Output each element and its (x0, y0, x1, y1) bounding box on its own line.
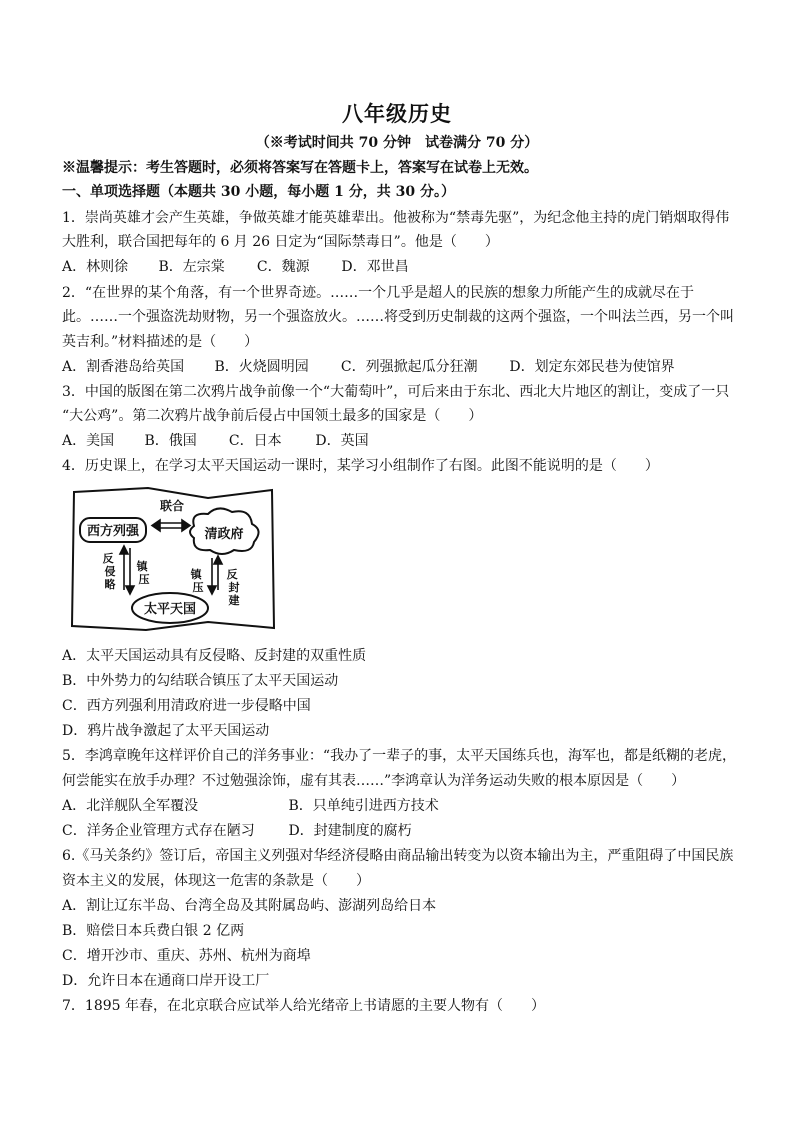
page-title: 八年级历史 (342, 101, 452, 126)
question-3-options (62, 431, 752, 451)
option-d: D．邓世昌 (341, 259, 409, 275)
question-5-options-row-2 (62, 821, 752, 841)
exam-info: （※考试时间共 70 分钟 试卷满分 70 分） (255, 135, 539, 151)
question-2-options (62, 357, 752, 377)
label-suppress-left: 镇 压 (136, 560, 150, 586)
option-b: B．火烧圆明园 (214, 359, 309, 375)
option-a: A．林则徐 (62, 259, 129, 275)
question-2-line-3: 英吉利。”材料描述的是（ ） (62, 334, 259, 350)
label-anti-feudal: 反 封建 (226, 568, 240, 607)
union-arrow (152, 520, 190, 531)
question-4-option-c: C．西方列强利用清政府进一步侵略中国 (62, 698, 311, 714)
question-1-line-2: 大胜利，联合国把每年的 6 月 26 日定为“国际禁毒日”。他是（ ） (62, 234, 499, 250)
question-3-line-1: 3．中国的版图在第二次鸦片战争前像一个“大葡萄叶”，可后来由于东北、西北大片地区的割让，变成了一只 (62, 384, 730, 400)
question-6-line-1: 6.《马关条约》签订后，帝国主义列强对华经济侵略由商品输出转变为以资本输出为主，严重阻碍了中国民族 (62, 848, 734, 864)
question-7-line-1: 7．1895 年春，在北京联合应试举人给光绪帝上书请愿的主要人物有（ ） (62, 998, 545, 1014)
question-4-line-1: 4．历史课上，在学习太平天国运动一课时，某学习小组制作了右图。此图不能说明的是（ ） (62, 458, 659, 474)
section-heading: 一、单项选择题（本题共 30 小题，每小题 1 分，共 30 分。） (62, 184, 455, 200)
question-6-option-a: A．割让辽东半岛、台湾全岛及其附属岛屿、澎湖列岛给日本 (62, 898, 437, 914)
anti-feudal-arrow (214, 556, 222, 590)
question-1-line-1: 1．崇尚英雄才会产生英雄，争做英雄才能英雄辈出。他被称为“禁毒先驱”，为纪念他主持的虎门销烟取得伟 (62, 210, 730, 226)
question-6-option-b: B．赔偿日本兵费白银 2 亿两 (62, 923, 245, 939)
option-c: C．列强掀起瓜分狂潮 (340, 359, 478, 375)
option-d: D．划定东郊民巷为使馆界 (509, 359, 675, 375)
question-6-option-d: D．允许日本在通商口岸开设工厂 (62, 973, 270, 989)
taiping-relationship-diagram (68, 478, 278, 640)
question-4-option-a: A．太平天国运动具有反侵略、反封建的双重性质 (62, 648, 367, 664)
suppress-left-arrow (126, 548, 134, 594)
question-2-line-1: 2．“在世界的某个角落，有一个世界奇迹。……一个几乎是超人的民族的想象力所能产生的成就尽在于 (62, 285, 695, 301)
option-c: C．洋务企业管理方式存在陋习 (62, 823, 255, 839)
question-3-line-2: “大公鸡”。第二次鸦片战争前后侵占中国领土最多的国家是（ ） (62, 408, 483, 424)
node-west-label: 西方列强 (86, 524, 140, 539)
option-a: A．割香港岛给英国 (62, 359, 185, 375)
question-2-line-2: 此。……一个强盗洗劫财物，另一个强盗放火。……将受到历史制裁的这两个强盗，一个叫法兰西，另一个叫 (62, 309, 734, 325)
question-5-line-2: 何尝能实在放手办理？不过勉强涂饰，虚有其表……”李鸿章认为洋务运动失败的根本原因是（ ） (62, 773, 686, 789)
option-c: C．日本 (228, 433, 282, 449)
option-a: A．北洋舰队全军覆没 (62, 798, 199, 814)
node-taiping-label: 太平天国 (143, 602, 197, 617)
label-anti-invasion: 反 侵略 (102, 552, 116, 591)
option-d: D．封建制度的腐朽 (288, 823, 412, 839)
option-b: B．俄国 (144, 433, 197, 449)
node-qing-label: 清政府 (204, 527, 244, 542)
option-c: C．魏源 (256, 259, 310, 275)
question-6-option-c: C．增开沙市、重庆、苏州、杭州为商埠 (62, 948, 311, 964)
question-5-line-1: 5．李鸿章晚年这样评价自己的洋务事业：“我办了一辈子的事，太平天国练兵也，海军也，都是纸糊的老虎， (62, 748, 737, 764)
option-b: B．左宗棠 (158, 259, 225, 275)
question-4-option-b: B．中外势力的勾结联合镇压了太平天国运动 (62, 673, 339, 689)
notice: ※温馨提示：考生答题时，必须将答案写在答题卡上，答案写在试卷上无效。 (62, 160, 538, 176)
question-1-options (62, 257, 752, 277)
label-suppress-right: 镇 压 (190, 568, 204, 594)
anti-invasion-arrow (120, 546, 128, 590)
option-a: A．美国 (62, 433, 115, 449)
question-6-line-2: 资本主义的发展，体现这一危害的条款是（ ） (62, 873, 370, 889)
question-5-options-row-1 (62, 796, 752, 816)
question-4-option-d: D．鸦片战争激起了太平天国运动 (62, 723, 270, 739)
label-union: 联合 (159, 499, 185, 513)
option-d: D．英国 (315, 433, 369, 449)
option-b: B．只单纯引进西方技术 (288, 798, 439, 814)
